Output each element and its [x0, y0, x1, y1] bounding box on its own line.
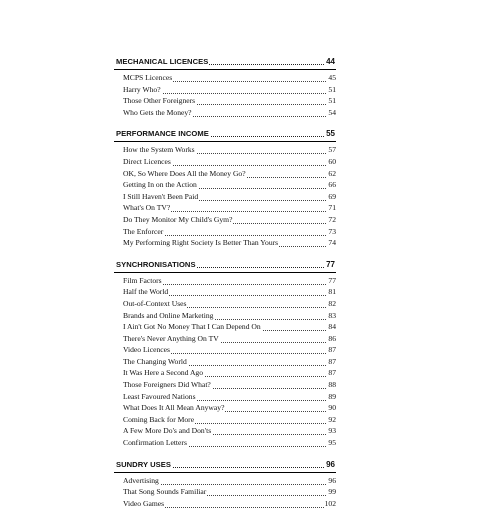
- entry-title: It Was Here a Second Ago: [123, 368, 204, 378]
- entry-title: A Few More Do's and Don'ts: [123, 426, 212, 436]
- entry-title: Getting In on the Action: [123, 180, 197, 190]
- entry-title: Out-of-Context Uses: [123, 298, 187, 308]
- toc-section-sundry-uses: [114, 458, 336, 509]
- entry-page-number: 83: [328, 310, 336, 320]
- entry-page-number: 92: [328, 414, 336, 424]
- section-page-number: 96: [326, 459, 335, 469]
- entry-page-number: 51: [328, 96, 336, 106]
- table-of-contents: [114, 55, 336, 509]
- entry-page-number: 69: [328, 191, 336, 201]
- toc-section-mechanical-licences: [114, 55, 336, 118]
- entry-title: Brands and Online Marketing: [123, 310, 214, 320]
- entry-title: Advertising: [123, 475, 159, 485]
- toc-entry[interactable]: [114, 391, 336, 403]
- entry-page-number: 102: [324, 498, 336, 508]
- entry-title: Film Factors: [123, 275, 162, 285]
- section-entries: [114, 70, 336, 118]
- toc-entry[interactable]: [114, 356, 336, 368]
- entry-page-number: 51: [328, 84, 336, 94]
- toc-entry[interactable]: [114, 321, 336, 333]
- entry-page-number: 73: [328, 226, 336, 236]
- toc-section-synchronisations: [114, 258, 336, 449]
- toc-entry[interactable]: [114, 95, 336, 107]
- entry-page-number: 87: [328, 345, 336, 355]
- section-entries: [114, 142, 336, 248]
- section-page-number: 55: [326, 129, 335, 139]
- toc-entry[interactable]: [114, 214, 336, 226]
- entry-page-number: 81: [328, 287, 336, 297]
- entry-page-number: 71: [328, 203, 336, 213]
- section-title: MECHANICAL LICENCES: [116, 57, 209, 66]
- entry-page-number: 77: [328, 275, 336, 285]
- toc-entry[interactable]: [114, 237, 336, 249]
- entry-title: How the System Works: [123, 145, 195, 155]
- entry-page-number: 84: [328, 322, 336, 332]
- toc-entry[interactable]: [114, 414, 336, 426]
- section-page-number: 77: [326, 259, 335, 269]
- entry-title: What Does It All Mean Anyway?: [123, 403, 225, 413]
- entry-title: The Enforcer: [123, 226, 164, 236]
- entry-page-number: 82: [328, 298, 336, 308]
- entry-title: What's On TV?: [123, 203, 171, 213]
- section-spacer: [114, 118, 336, 127]
- toc-entry[interactable]: [114, 286, 336, 298]
- section-title: SUNDRY USES: [116, 459, 171, 469]
- entry-title: My Performing Right Society Is Better Than Yours: [123, 238, 279, 248]
- section-heading[interactable]: [114, 258, 336, 273]
- entry-page-number: 87: [328, 356, 336, 366]
- section-heading[interactable]: [114, 127, 336, 142]
- toc-entry[interactable]: [114, 72, 336, 84]
- entry-page-number: 86: [328, 333, 336, 343]
- entry-page-number: 66: [328, 180, 336, 190]
- toc-entry[interactable]: [114, 402, 336, 414]
- toc-entry[interactable]: [114, 298, 336, 310]
- toc-entry[interactable]: [114, 425, 336, 437]
- entry-title: Half the World: [123, 287, 169, 297]
- entry-title: Video Licences: [123, 345, 170, 355]
- entry-page-number: 87: [328, 368, 336, 378]
- entry-page-number: 88: [328, 380, 336, 390]
- entry-title: There's Never Anything On TV: [123, 333, 219, 343]
- entry-title: Who Gets the Money?: [123, 107, 192, 117]
- section-spacer: [114, 249, 336, 258]
- section-title: PERFORMANCE INCOME: [116, 129, 209, 139]
- entry-title: Do They Monitor My Child's Gym?: [123, 214, 233, 224]
- section-page-number: 44: [326, 57, 335, 66]
- toc-entry[interactable]: [114, 191, 336, 203]
- section-entries: [114, 473, 336, 509]
- toc-section-performance-income: [114, 127, 336, 248]
- entry-page-number: 96: [328, 475, 336, 485]
- toc-entry[interactable]: [114, 475, 336, 487]
- entry-title: Video Games: [123, 498, 165, 508]
- toc-entry[interactable]: [114, 275, 336, 287]
- entry-page-number: 99: [328, 487, 336, 497]
- section-title: SYNCHRONISATIONS: [116, 259, 196, 269]
- entry-title: The Changing World: [123, 356, 187, 366]
- section-spacer: [114, 449, 336, 458]
- entry-title: Coming Back for More: [123, 414, 195, 424]
- entry-title: MCPS Licences: [123, 73, 173, 82]
- toc-entry[interactable]: [114, 168, 336, 180]
- entry-title: I Still Haven't Been Paid: [123, 191, 199, 201]
- toc-entry[interactable]: [114, 107, 336, 119]
- entry-title: Those Other Foreigners: [123, 96, 196, 106]
- entry-page-number: 93: [328, 426, 336, 436]
- entry-page-number: 60: [328, 156, 336, 166]
- entry-page-number: 90: [328, 403, 336, 413]
- toc-entry[interactable]: [114, 156, 336, 168]
- toc-entry[interactable]: [114, 486, 336, 498]
- toc-entry[interactable]: [114, 310, 336, 322]
- section-entries: [114, 273, 336, 449]
- entry-page-number: 45: [328, 73, 336, 82]
- entry-title: That Song Sounds Familiar: [123, 487, 207, 497]
- entry-page-number: 89: [328, 391, 336, 401]
- toc-entry[interactable]: [114, 144, 336, 156]
- section-heading[interactable]: [114, 458, 336, 473]
- entry-page-number: 72: [328, 214, 336, 224]
- toc-entry[interactable]: [114, 179, 336, 191]
- toc-entry[interactable]: [114, 367, 336, 379]
- toc-entry[interactable]: [114, 202, 336, 214]
- toc-entry[interactable]: [114, 226, 336, 238]
- entry-title: Confirmation Letters: [123, 438, 187, 448]
- toc-entry[interactable]: [114, 379, 336, 391]
- entry-title: OK, So Where Does All the Money Go?: [123, 168, 246, 178]
- entry-title: Those Foreigners Did What?: [123, 380, 211, 390]
- entry-page-number: 54: [328, 107, 336, 117]
- entry-title: I Ain't Got No Money That I Can Depend On: [123, 322, 261, 332]
- entry-title: Direct Licences: [123, 156, 171, 166]
- entry-title: Harry Who?: [123, 84, 161, 94]
- toc-entry[interactable]: [114, 498, 336, 509]
- entry-page-number: 95: [328, 438, 336, 448]
- section-heading[interactable]: [114, 55, 336, 70]
- entry-title: Least Favoured Nations: [123, 391, 196, 401]
- toc-entry[interactable]: [114, 333, 336, 345]
- entry-page-number: 57: [328, 145, 336, 155]
- entry-page-number: 74: [328, 238, 336, 248]
- toc-entry[interactable]: [114, 437, 336, 449]
- toc-entry[interactable]: [114, 344, 336, 356]
- entry-page-number: 62: [328, 168, 336, 178]
- toc-entry[interactable]: [114, 84, 336, 96]
